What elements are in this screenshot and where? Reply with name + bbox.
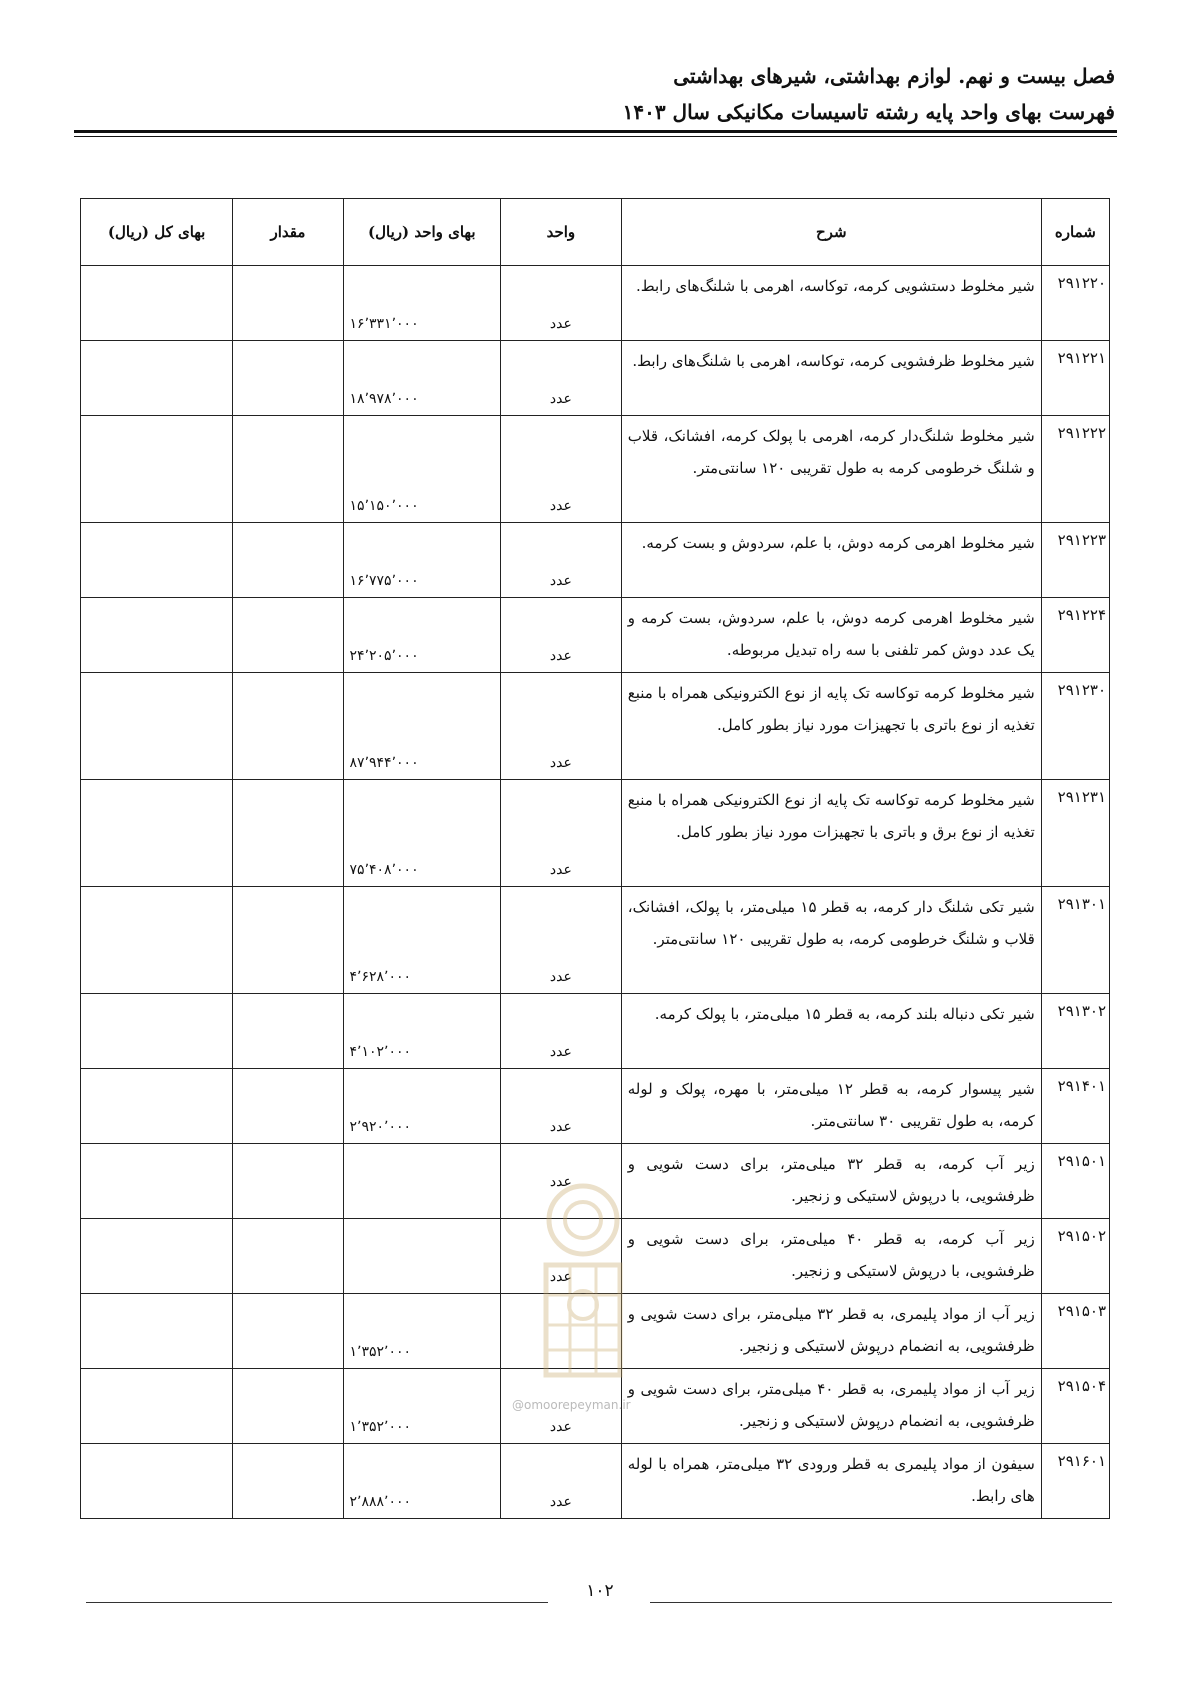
table-row: [81, 416, 1110, 523]
row-description: شیر مخلوط اهرمی کرمه دوش، با علم، سردوش، بست کرمه و یک عدد دوش کمر تلفنی با سه راه تبدیل مربوطه.: [621, 598, 1041, 673]
row-unit-price: ۱۸٬۹۷۸٬۰۰۰: [343, 341, 501, 416]
footer-rule-right: [650, 1602, 1112, 1603]
row-unit: عدد: [501, 1444, 622, 1519]
row-unit-price: ۲۴٬۲۰۵٬۰۰۰: [343, 598, 501, 673]
row-description: شیر پیسوار کرمه، به قطر ۱۲ میلی‌متر، با مهره، پولک و لوله کرمه، به طول تقریبی ۳۰ سانتی‌متر.: [621, 1069, 1041, 1144]
header-number: شماره: [1041, 199, 1109, 266]
row-number: ۲۹۱۲۲۳: [1041, 523, 1109, 598]
row-description: شیر مخلوط شلنگ‌دار کرمه، اهرمی با پولک کرمه، افشانک، قلاب و شلنگ خرطومی کرمه به طول تقریبی ۱۲۰ سانتی‌متر.: [621, 416, 1041, 523]
row-unit: عدد: [501, 887, 622, 994]
row-description: شیر تکی دنباله بلند کرمه، به قطر ۱۵ میلی‌متر، با پولک کرمه.: [621, 994, 1041, 1069]
row-total-price: [81, 1294, 233, 1369]
row-total-price: [81, 1144, 233, 1219]
table-row: [81, 994, 1110, 1069]
row-quantity: [233, 994, 343, 1069]
table-row: [81, 341, 1110, 416]
row-total-price: [81, 780, 233, 887]
row-description: شیر مخلوط اهرمی کرمه دوش، با علم، سردوش و بست کرمه.: [621, 523, 1041, 598]
row-unit-price: ۱۵٬۱۵۰٬۰۰۰: [343, 416, 501, 523]
row-description: شیر مخلوط کرمه توکاسه تک پایه از نوع الکترونیکی همراه با منبع تغذیه از نوع باتری با تجهیزات مورد نیاز بطور کامل.: [621, 673, 1041, 780]
row-quantity: [233, 266, 343, 341]
row-description: شیر مخلوط دستشویی کرمه، توکاسه، اهرمی با شلنگ‌های رابط.: [621, 266, 1041, 341]
header-rule-thin: [74, 136, 1117, 137]
row-unit: [501, 1294, 622, 1369]
row-quantity: [233, 887, 343, 994]
table-row: [81, 598, 1110, 673]
row-number: ۲۹۱۲۳۱: [1041, 780, 1109, 887]
row-unit-price: ۱٬۳۵۲٬۰۰۰: [343, 1369, 501, 1444]
page-header: [623, 58, 1115, 130]
row-number: ۲۹۱۶۰۱: [1041, 1444, 1109, 1519]
row-description: زیر آب از مواد پلیمری، به قطر ۴۰ میلی‌متر، برای دست شویی و ظرفشویی، به انضمام درپوش لاستیکی و زنجیر.: [621, 1369, 1041, 1444]
row-number: ۲۹۱۵۰۱: [1041, 1144, 1109, 1219]
row-number: ۲۹۱۵۰۳: [1041, 1294, 1109, 1369]
header-total-price: بهای کل (ریال): [81, 199, 233, 266]
header-description: شرح: [621, 199, 1041, 266]
row-unit: عدد: [501, 780, 622, 887]
row-quantity: [233, 780, 343, 887]
row-number: ۲۹۱۵۰۲: [1041, 1219, 1109, 1294]
table-row: [81, 523, 1110, 598]
row-quantity: [233, 1219, 343, 1294]
watermark-url: @omoorepeyman.ir: [512, 1398, 631, 1412]
row-unit-price: ۱۶٬۷۷۵٬۰۰۰: [343, 523, 501, 598]
row-unit: عدد: [501, 994, 622, 1069]
row-description: زیر آب کرمه، به قطر ۳۲ میلی‌متر، برای دست شویی و ظرفشویی، با درپوش لاستیکی و زنجیر.: [621, 1144, 1041, 1219]
table-row: [81, 266, 1110, 341]
row-unit: عدد: [501, 266, 622, 341]
row-total-price: [81, 1219, 233, 1294]
row-total-price: [81, 523, 233, 598]
row-number: ۲۹۱۲۲۲: [1041, 416, 1109, 523]
table-row: [81, 780, 1110, 887]
row-quantity: [233, 416, 343, 523]
row-unit: عدد: [501, 598, 622, 673]
row-number: ۲۹۱۳۰۱: [1041, 887, 1109, 994]
row-unit-price: ۷۵٬۴۰۸٬۰۰۰: [343, 780, 501, 887]
footer-rule-left: [86, 1602, 548, 1603]
chapter-title: فصل بیست و نهم. لوازم بهداشتی، شیرهای بهداشتی: [673, 64, 1115, 88]
row-unit-price: [343, 1219, 501, 1294]
row-total-price: [81, 1369, 233, 1444]
row-unit-price: ۱۶٬۳۳۱٬۰۰۰: [343, 266, 501, 341]
row-number: ۲۹۱۲۲۰: [1041, 266, 1109, 341]
row-total-price: [81, 1069, 233, 1144]
row-description: شیر مخلوط کرمه توکاسه تک پایه از نوع الکترونیکی همراه با منبع تغذیه از نوع برق و باتری با تجهیزات مورد نیاز بطور کامل.: [621, 780, 1041, 887]
table-row: [81, 1144, 1110, 1219]
row-total-price: [81, 416, 233, 523]
row-unit: عدد: [501, 673, 622, 780]
row-total-price: [81, 341, 233, 416]
row-number: ۲۹۱۴۰۱: [1041, 1069, 1109, 1144]
row-quantity: [233, 523, 343, 598]
table-row: [81, 673, 1110, 780]
header-quantity: مقدار: [233, 199, 343, 266]
row-unit: عدد: [501, 1369, 622, 1444]
row-unit: عدد: [501, 1069, 622, 1144]
row-unit-price: ۲٬۸۸۸٬۰۰۰: [343, 1444, 501, 1519]
table-row: [81, 1069, 1110, 1144]
row-number: ۲۹۱۲۳۰: [1041, 673, 1109, 780]
row-unit: عدد: [501, 416, 622, 523]
table-row: [81, 1294, 1110, 1369]
row-unit-price: ۴٬۶۲۸٬۰۰۰: [343, 887, 501, 994]
row-quantity: [233, 1444, 343, 1519]
row-total-price: [81, 266, 233, 341]
row-description: زیر آب از مواد پلیمری، به قطر ۳۲ میلی‌متر، برای دست شویی و ظرفشویی، به انضمام درپوش لاستیکی و زنجیر.: [621, 1294, 1041, 1369]
row-description: سیفون از مواد پلیمری به قطر ورودی ۳۲ میلی‌متر، همراه با لوله های رابط.: [621, 1444, 1041, 1519]
row-unit: عدد: [501, 1144, 622, 1219]
row-total-price: [81, 994, 233, 1069]
row-number: ۲۹۱۲۲۴: [1041, 598, 1109, 673]
row-total-price: [81, 673, 233, 780]
row-number: ۲۹۱۵۰۴: [1041, 1369, 1109, 1444]
row-number: ۲۹۱۲۲۱: [1041, 341, 1109, 416]
row-total-price: [81, 887, 233, 994]
row-description: شیر مخلوط ظرفشویی کرمه، توکاسه، اهرمی با شلنگ‌های رابط.: [621, 341, 1041, 416]
table-header-row: [81, 199, 1110, 266]
row-unit-price: ۴٬۱۰۲٬۰۰۰: [343, 994, 501, 1069]
row-unit: عدد: [501, 523, 622, 598]
row-unit: عدد: [501, 341, 622, 416]
header-unit: واحد: [501, 199, 622, 266]
header-unit-price: بهای واحد (ریال): [343, 199, 501, 266]
document-title: فهرست بهای واحد پایه رشته تاسیسات مکانیکی سال ۱۴۰۳: [622, 100, 1115, 124]
row-unit-price: ۱٬۳۵۲٬۰۰۰: [343, 1294, 501, 1369]
table-row: [81, 1219, 1110, 1294]
row-quantity: [233, 598, 343, 673]
row-unit-price: [343, 1144, 501, 1219]
row-quantity: [233, 1144, 343, 1219]
row-total-price: [81, 598, 233, 673]
row-quantity: [233, 673, 343, 780]
row-unit-price: ۸۷٬۹۴۴٬۰۰۰: [343, 673, 501, 780]
row-description: شیر تکی شلنگ دار کرمه، به قطر ۱۵ میلی‌متر، با پولک، افشانک، قلاب و شلنگ خرطومی کرمه، به طول تقریبی ۱۲۰ سانتی‌متر.: [621, 887, 1041, 994]
row-quantity: [233, 1369, 343, 1444]
page-number: ۱۰۲: [586, 1581, 614, 1601]
row-unit-price: ۲٬۹۲۰٬۰۰۰: [343, 1069, 501, 1144]
price-table: [80, 198, 1110, 1519]
row-total-price: [81, 1444, 233, 1519]
row-quantity: [233, 1294, 343, 1369]
row-quantity: [233, 341, 343, 416]
row-number: ۲۹۱۳۰۲: [1041, 994, 1109, 1069]
table-row: [81, 887, 1110, 994]
row-unit: عدد: [501, 1219, 622, 1294]
row-description: زیر آب کرمه، به قطر ۴۰ میلی‌متر، برای دست شویی و ظرفشویی، با درپوش لاستیکی و زنجیر.: [621, 1219, 1041, 1294]
header-rule-thick: [74, 130, 1117, 133]
table-row: [81, 1444, 1110, 1519]
row-quantity: [233, 1069, 343, 1144]
